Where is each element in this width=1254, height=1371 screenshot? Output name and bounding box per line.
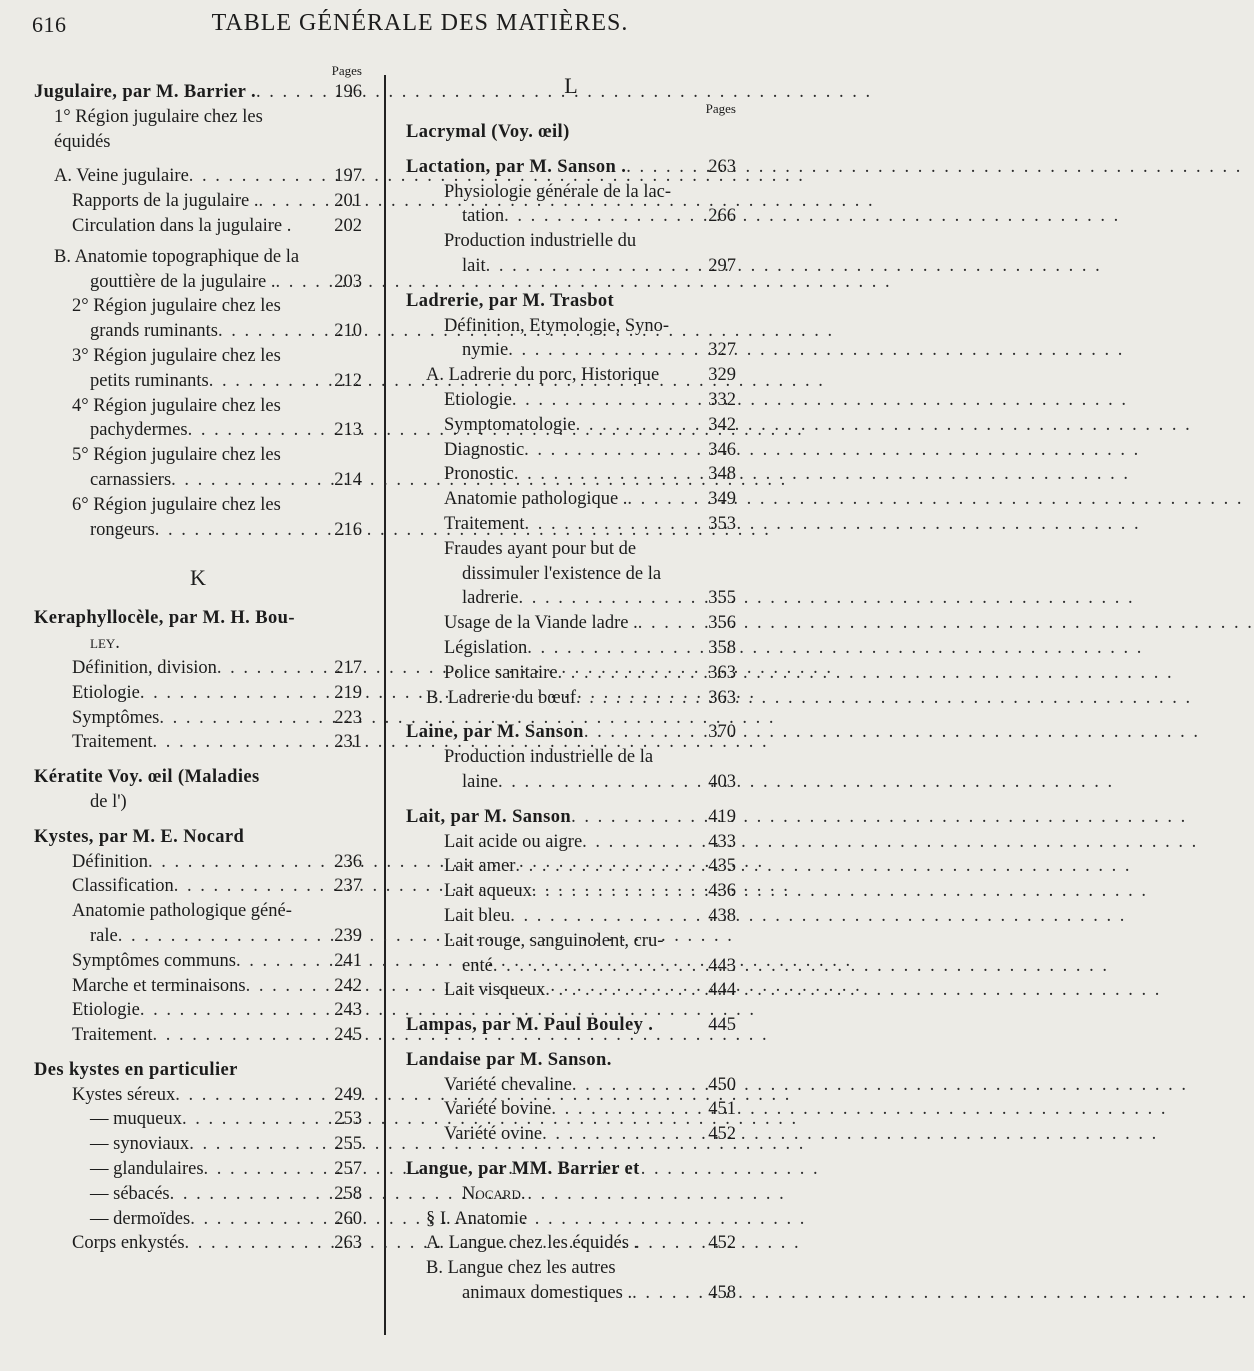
index-line: Définition, Etymologie, Syno-: [444, 315, 670, 336]
page-ref: 263: [334, 1233, 362, 1254]
entry-text: rongeurs: [90, 519, 155, 540]
dot-leader: [189, 1132, 332, 1157]
page-ref: 458: [708, 1283, 736, 1304]
index-entry: [406, 204, 736, 229]
index-entry: [406, 487, 736, 512]
dot-leader: [519, 586, 707, 611]
dot-leader: [204, 1157, 333, 1182]
index-entry: [34, 998, 362, 1023]
dot-leader: [256, 80, 332, 105]
page-ref: 231: [334, 732, 362, 753]
index-heading: Lacrymal (Voy. œil): [406, 122, 570, 142]
index-line: Fraudes ayant pour but de: [444, 538, 637, 559]
dot-leader: [527, 636, 706, 661]
index-entry: [406, 1281, 736, 1306]
dot-leader: [175, 1083, 332, 1108]
index-entry: [34, 1023, 362, 1048]
page-ref: 363: [708, 687, 736, 708]
entry-text: Lampas, par M. Paul Bouley .: [406, 1015, 654, 1036]
dot-leader: [246, 974, 333, 999]
index-entry: [406, 904, 736, 929]
entry-text: Variété ovine: [444, 1124, 543, 1145]
page-ref: 213: [334, 420, 362, 441]
page-ref: 239: [334, 925, 362, 946]
index-line: 1° Région jugulaire chez les: [54, 106, 263, 127]
entry-text: carnassiers: [90, 469, 172, 490]
entry-text: rale: [90, 925, 118, 946]
entry-text: Traitement: [444, 513, 525, 534]
left-column: [34, 62, 362, 1256]
entry-text: Lait bleu: [444, 905, 511, 926]
entry-text: Traitement: [72, 1025, 153, 1046]
entry-text: Définition: [72, 851, 149, 872]
spacer: [406, 795, 736, 805]
spacer: [34, 1048, 362, 1058]
index-entry: [406, 338, 736, 363]
dot-leader: [148, 850, 332, 875]
spacer: [406, 1038, 736, 1048]
entry-text: Législation: [444, 637, 528, 658]
index-line: Anatomie pathologique géné-: [72, 901, 292, 922]
dot-leader: [545, 978, 706, 1003]
index-entry: [406, 1013, 736, 1038]
dot-leader: [551, 1097, 706, 1122]
dot-leader: [532, 879, 706, 904]
page-ref: 255: [334, 1134, 362, 1155]
dot-leader: [584, 720, 706, 745]
index-line: 5° Région jugulaire chez les: [72, 445, 281, 466]
dot-leader: [510, 904, 706, 929]
dot-leader: [275, 270, 332, 295]
page-ref: 217: [334, 657, 362, 678]
index-entry: [34, 681, 362, 706]
index-heading: Kystes, par M. E. Nocard: [34, 826, 245, 847]
page-ref: 358: [708, 637, 736, 658]
spacer: [406, 1003, 736, 1013]
index-entry: [406, 686, 736, 711]
entry-text: A. Langue chez les équidés .: [426, 1233, 639, 1254]
dot-leader: [188, 418, 333, 443]
entry-text: Etiologie: [444, 389, 512, 410]
page-ref: 219: [334, 682, 362, 703]
index-heading: Landaise par M. Sanson.: [406, 1049, 612, 1070]
index-entry: [34, 518, 362, 543]
index-entry: [406, 512, 736, 537]
page-ref: 214: [334, 469, 362, 490]
index-entry: [34, 1182, 362, 1207]
entry-text: Etiologie: [72, 1000, 140, 1021]
running-title: TABLE GÉNÉRALE DES MATIÈRES.: [211, 10, 629, 36]
page-ref: 438: [708, 905, 736, 926]
page-ref: 452: [708, 1233, 736, 1254]
dot-leader: [486, 254, 707, 279]
index-entry: [406, 879, 736, 904]
spacer: [34, 154, 362, 164]
entry-text: Classification: [72, 876, 174, 897]
index-entry: [34, 270, 362, 295]
page-ref: 263: [708, 156, 736, 177]
dot-leader: [542, 1122, 706, 1147]
dot-leader: [218, 319, 332, 344]
index-entry: [406, 1122, 736, 1147]
entry-text: nymie: [462, 340, 509, 361]
index-entry: [34, 924, 362, 949]
page-header: [0, 0, 800, 44]
right-column: [406, 62, 736, 1306]
entry-text: pachydermes: [90, 420, 188, 441]
page-ref: 346: [708, 439, 736, 460]
spacer: [406, 1147, 736, 1157]
entry-text: petits ruminants: [90, 370, 209, 391]
index-entry: [406, 770, 736, 795]
index-entry: [34, 949, 362, 974]
page-ref: 196: [334, 82, 362, 102]
dot-leader: [626, 155, 706, 180]
page-ref: 349: [708, 489, 736, 510]
dot-leader: [515, 854, 706, 879]
entry-text: Laine, par M. Sanson: [406, 722, 584, 743]
index-line: Production industrielle du: [444, 231, 637, 252]
entry-text: ladrerie: [462, 588, 519, 609]
page-ref: 216: [334, 519, 362, 540]
index-line: dissimuler l'existence de la: [462, 563, 662, 584]
entry-text: A. Veine jugulaire: [54, 166, 189, 187]
page-ref: 419: [708, 806, 736, 827]
dot-leader: [558, 661, 707, 686]
index-entry: [34, 1083, 362, 1108]
index-entry: [406, 586, 736, 611]
entry-text: gouttière de la jugulaire .: [90, 271, 276, 292]
dot-leader: [493, 954, 706, 979]
page-ref: 249: [334, 1084, 362, 1105]
index-line: équidés: [54, 131, 111, 152]
spacer: [406, 145, 736, 155]
dot-leader: [153, 730, 333, 755]
page-ref: 353: [708, 513, 736, 534]
page-ref: 237: [334, 876, 362, 897]
spacer: [406, 279, 736, 289]
entry-text: Lactation, par M. Sanson .: [406, 156, 627, 177]
index-entry: [34, 189, 362, 214]
entry-text: B. Ladrerie du bœuf: [426, 687, 577, 708]
page-ref: 297: [708, 255, 736, 276]
dot-leader: [189, 164, 332, 189]
entry-text: animaux domestiques .: [462, 1283, 633, 1304]
index-entry: [34, 706, 362, 731]
section-letter: K: [190, 565, 206, 591]
page-ref: 327: [708, 340, 736, 361]
index-line: 3° Région jugulaire chez les: [72, 345, 281, 366]
index-entry: [406, 254, 736, 279]
index-heading: Des kystes en particulier: [34, 1059, 238, 1080]
page-ref: 236: [334, 851, 362, 872]
entry-text: Diagnostic: [444, 439, 525, 460]
page-ref: 355: [708, 588, 736, 609]
index-entry: [34, 468, 362, 493]
dot-leader: [153, 1023, 333, 1048]
index-entry: [34, 1132, 362, 1157]
entry-text: Circulation dans la jugulaire .: [72, 215, 292, 236]
index-entry: [34, 214, 362, 239]
index-entry: [406, 363, 736, 388]
dot-leader: [170, 1182, 333, 1207]
page-ref: 342: [708, 414, 736, 435]
entry-text: tation: [462, 206, 505, 227]
page-ref: 348: [708, 464, 736, 485]
entry-text: Lait acide ou aigre: [444, 831, 583, 852]
dot-leader: [514, 462, 706, 487]
entry-text: laine: [462, 771, 498, 792]
dot-leader: [159, 706, 332, 731]
dot-leader: [259, 189, 333, 214]
dot-leader: [217, 656, 332, 681]
page-ref: 201: [334, 191, 362, 212]
page-ref: 436: [708, 881, 736, 902]
page-ref: 443: [708, 955, 736, 976]
index-entry: [34, 656, 362, 681]
dot-leader: [209, 369, 333, 394]
entry-text: — muqueux: [90, 1109, 182, 1130]
dot-leader: [174, 874, 333, 899]
entry-text: — sébacés: [90, 1183, 170, 1204]
page-ref: 245: [334, 1025, 362, 1046]
page-ref: 433: [708, 831, 736, 852]
page-ref: 435: [708, 856, 736, 877]
pages-label: Pages: [705, 101, 736, 116]
index-entry: [406, 854, 736, 879]
dot-leader: [185, 1231, 333, 1256]
page-ref: 451: [708, 1099, 736, 1120]
index-entry: [406, 1097, 736, 1122]
page-ref: 258: [334, 1183, 362, 1204]
index-entry: [406, 978, 736, 1003]
index-line: 2° Région jugulaire chez les: [72, 296, 281, 317]
spacer: [34, 815, 362, 825]
entry-text: lait: [462, 255, 486, 276]
index-entry: [34, 850, 362, 875]
index-entry: [406, 636, 736, 661]
index-line: § I. Anatomie: [426, 1208, 528, 1229]
dot-leader: [576, 413, 707, 438]
page-ref: 332: [708, 389, 736, 410]
index-entry: [406, 438, 736, 463]
page-ref: 253: [334, 1109, 362, 1130]
entry-text: Kystes séreux: [72, 1084, 176, 1105]
page-ref: 403: [708, 771, 736, 792]
entry-text: Pronostic: [444, 464, 514, 485]
page-ref: 363: [708, 662, 736, 683]
entry-text: A. Ladrerie du porc, Historique: [426, 365, 660, 386]
index-entry: [406, 413, 736, 438]
dot-leader: [140, 998, 332, 1023]
dot-leader: [155, 518, 333, 543]
entry-text: Lait, par M. Sanson: [406, 806, 572, 827]
entry-text: Police sanitaire: [444, 662, 558, 683]
index-entry: [406, 720, 736, 745]
page-ref: 445: [708, 1015, 736, 1036]
index-line: Lait rouge, sanguinolent, cru-: [444, 930, 664, 951]
index-entry: [406, 611, 736, 636]
index-line: ley.: [90, 633, 120, 654]
index-line: B. Langue chez les autres: [426, 1258, 616, 1279]
entry-text: Traitement: [72, 732, 153, 753]
index-entry: [34, 164, 362, 189]
index-heading: Kératite Voy. œil (Maladies: [34, 767, 260, 788]
dot-leader: [571, 805, 706, 830]
entry-text: Corps enkystés: [72, 1233, 185, 1254]
page-ref: 329: [708, 365, 736, 386]
page-ref: 203: [334, 271, 362, 292]
index-heading: Ladrerie, par M. Trasbot: [406, 290, 615, 311]
index-entry: [34, 319, 362, 344]
index-entry: [406, 462, 736, 487]
index-line: Nocard.: [462, 1183, 526, 1204]
index-entry: [34, 730, 362, 755]
dot-leader: [525, 512, 707, 537]
index-line: B. Anatomie topographique de la: [54, 246, 300, 267]
dot-leader: [118, 924, 333, 949]
entry-text: Rapports de la jugulaire .: [72, 191, 259, 212]
page-ref: 452: [708, 1124, 736, 1145]
page-ref: 197: [334, 166, 362, 187]
page-ref: 266: [708, 206, 736, 227]
dot-leader: [572, 1073, 706, 1098]
entry-text: Lait aqueux: [444, 881, 532, 902]
index-entry: [34, 1231, 362, 1256]
index-entry: [34, 874, 362, 899]
page-number: 616: [32, 12, 67, 37]
page-ref: 356: [708, 613, 736, 634]
dot-leader: [632, 1281, 706, 1306]
pages-label: Pages: [331, 63, 362, 78]
index-entry: [406, 1231, 736, 1256]
entry-text: — synoviaux: [90, 1134, 190, 1155]
entry-text: Lait visqueux: [444, 980, 546, 1001]
dot-leader: [190, 1207, 332, 1232]
index-entry: [406, 954, 736, 979]
index-line: 4° Région jugulaire chez les: [72, 395, 281, 416]
page-ref: 370: [708, 722, 736, 743]
index-entry: [34, 418, 362, 443]
entry-text: Symptômes communs: [72, 950, 236, 971]
dot-leader: [582, 830, 706, 855]
index-line: Production industrielle de la: [444, 747, 654, 768]
index-line: de l'): [90, 791, 127, 812]
page-ref: 210: [334, 321, 362, 342]
index-entry: [34, 80, 362, 105]
entry-text: Variété bovine: [444, 1099, 552, 1120]
index-heading: Keraphyllocèle, par M. H. Bou-: [34, 608, 295, 629]
entry-text: Lait amer: [444, 856, 516, 877]
entry-text: Marche et terminaisons: [72, 975, 246, 996]
spacer: [406, 710, 736, 720]
page-ref: 212: [334, 370, 362, 391]
index-heading: Langue, par MM. Barrier et: [406, 1159, 640, 1180]
dot-leader: [512, 388, 706, 413]
index-entry: [34, 1207, 362, 1232]
dot-leader: [498, 770, 706, 795]
entry-text: Etiologie: [72, 682, 140, 703]
entry-text: Anatomie pathologique .: [444, 489, 628, 510]
index-entry: [406, 830, 736, 855]
entry-text: Jugulaire, par M. Barrier .: [34, 82, 256, 102]
dot-leader: [171, 468, 332, 493]
index-line: Physiologie générale de la lac-: [444, 181, 672, 202]
page-ref: 223: [334, 707, 362, 728]
entry-text: — dermoïdes: [90, 1208, 191, 1229]
entry-text: Symptomatologie: [444, 414, 576, 435]
index-entry: [406, 661, 736, 686]
entry-text: Variété chevaline: [444, 1074, 572, 1095]
index-entry: [406, 388, 736, 413]
index-line: 6° Région jugulaire chez les: [72, 494, 281, 515]
page-ref: 243: [334, 1000, 362, 1021]
section-letter: L: [564, 73, 578, 98]
page-ref: 450: [708, 1074, 736, 1095]
index-entry: [406, 155, 736, 180]
dot-leader: [627, 487, 706, 512]
dot-leader: [504, 204, 706, 229]
dot-leader: [638, 611, 707, 636]
page-ref: 257: [334, 1159, 362, 1180]
dot-leader: [576, 686, 706, 711]
dot-leader: [508, 338, 706, 363]
page-ref: 202: [334, 215, 362, 236]
index-entry: [34, 1157, 362, 1182]
entry-text: grands ruminants: [90, 321, 218, 342]
index-entry: [406, 805, 736, 830]
index-entry: [34, 369, 362, 394]
dot-leader: [524, 438, 706, 463]
index-entry: [34, 1107, 362, 1132]
page-ref: 242: [334, 975, 362, 996]
page-ref: 444: [708, 980, 736, 1001]
page-ref: 260: [334, 1208, 362, 1229]
entry-text: Symptômes: [72, 707, 160, 728]
index-entry: [34, 974, 362, 999]
entry-text: enté: [462, 955, 493, 976]
dot-leader: [182, 1107, 332, 1132]
dot-leader: [140, 681, 332, 706]
spacer: [34, 755, 362, 765]
entry-text: Usage de la Viande ladre .: [444, 613, 638, 634]
entry-text: Définition, division: [72, 657, 217, 678]
page-ref: 241: [334, 950, 362, 971]
dot-leader: [236, 949, 332, 974]
index-entry: [406, 1073, 736, 1098]
entry-text: — glandulaires: [90, 1159, 204, 1180]
